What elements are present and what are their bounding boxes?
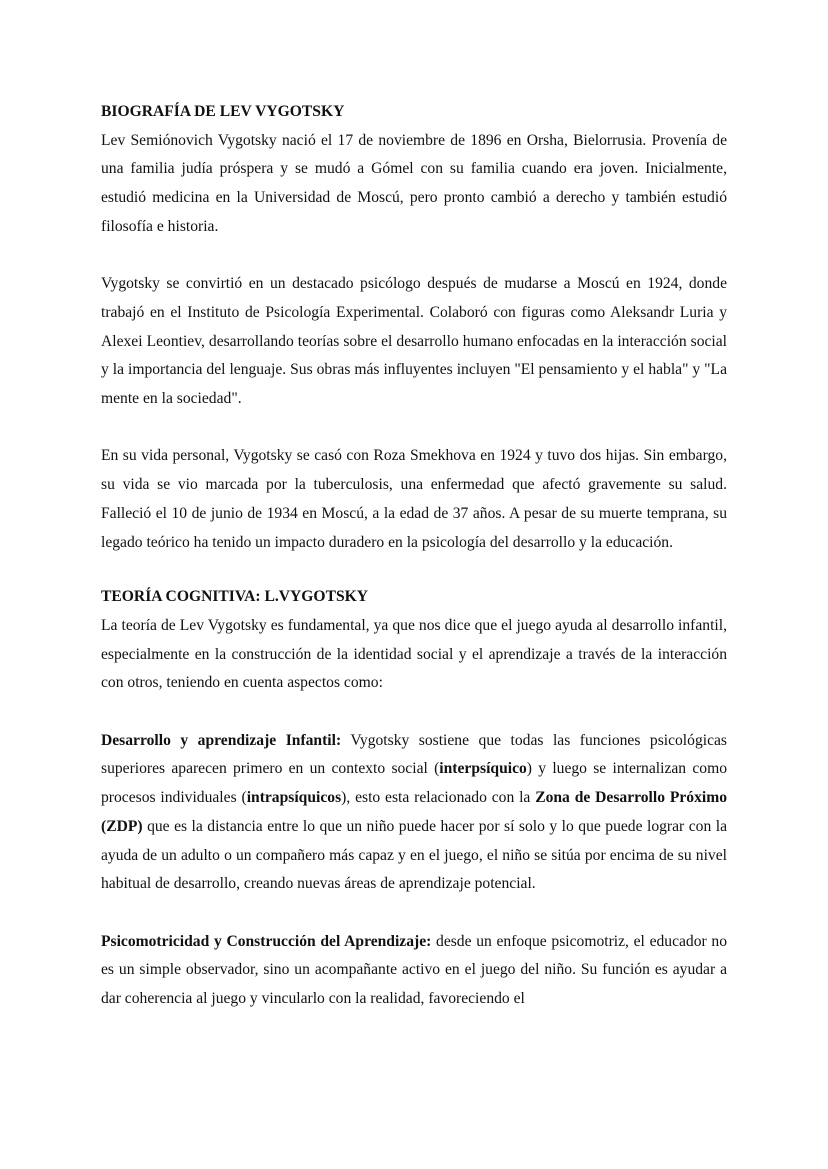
biography-paragraph-3: En su vida personal, Vygotsky se casó con Roza Smekhova en 1924 y tuvo dos hijas. Sin embargo, su vida se vio marcada por la tuberculosis, una enfermedad que afectó gravemente su salud. Falleció el 10 de junio de 1934 en Moscú, a la edad de 37 años. A pesar de su muerte temprana, su legado teórico ha tenido un impacto duradero en la psicología del desarrollo y la educación. bbox=[101, 447, 727, 551]
biography-heading: BIOGRAFÍA DE LEV VYGOTSKY bbox=[101, 103, 345, 120]
term-intrapsiquicos: intrapsíquicos bbox=[246, 789, 342, 807]
theory-intro-paragraph: La teoría de Lev Vygotsky es fundamental, ya que nos dice que el juego ayuda al desarrollo infantil, especialmente en la construcción de la identidad social y el aprendizaje a través de la interacción con otros, teniendo en cuenta aspectos como: bbox=[101, 616, 727, 692]
development-text-a: Vygotsky sostiene que todas las funciones psicológicas superiores aparecen primero en un contexto social ( bbox=[101, 731, 727, 778]
theory-heading: TEORÍA COGNITIVA: L.VYGOTSKY bbox=[101, 588, 369, 606]
biography-paragraph-1: Lev Semiónovich Vygotsky nació el 17 de noviembre de 1896 en Orsha, Bielorrusia. Provenía de una familia judía próspera y se mudó a Gómel con su familia cuando era joven. Inicialmente, estudió medicina en la Universidad de Moscú, pero pronto cambió a derecho y también estudió filosofía e historia. bbox=[101, 131, 727, 235]
term-zdp: Zona de Desarrollo Próximo (ZDP) bbox=[101, 789, 728, 835]
psychomotricity-title: Psicomotricidad y Construcción del Aprendizaje: bbox=[101, 932, 432, 950]
development-text-b: ) y luego se internalizan como procesos individuales ( bbox=[101, 760, 727, 807]
document-page bbox=[101, 98, 727, 1014]
term-interpsiquico: interpsíquico bbox=[439, 760, 527, 778]
development-learning-title: Desarrollo y aprendizaje Infantil: bbox=[101, 731, 342, 749]
psychomotricity-text: desde un enfoque psicomotriz, el educador no es un simple observador, sino un acompañante activo en el juego del niño. Su función es ayudar a dar coherencia al juego y vincularlo con la realidad, favoreciendo el bbox=[101, 932, 727, 1008]
development-text-c: ), esto esta relacionado con la bbox=[341, 789, 536, 807]
psychomotricity-paragraph bbox=[101, 928, 727, 1014]
biography-paragraph-2: Vygotsky se convirtió en un destacado psicólogo después de mudarse a Moscú en 1924, donde trabajó en el Instituto de Psicología Experimental. Colaboró con figuras como Aleksandr Luria y Alexei Leontiev, desarrollando teorías sobre el desarrollo humano enfocadas en la interacción social y la importancia del lenguaje. Sus obras más influyentes incluyen "El pensamiento y el habla" y "La mente en la sociedad". bbox=[101, 275, 727, 408]
development-text-d: que es la distancia entre lo que un niño puede hacer por sí solo y lo que puede lograr con la ayuda de un adulto o un compañero más capaz y en el juego, el niño se sitúa por encima de su nivel habitual de desarrollo, creando nuevas áreas de aprendizaje potencial. bbox=[101, 817, 727, 893]
development-learning-paragraph bbox=[101, 727, 727, 899]
